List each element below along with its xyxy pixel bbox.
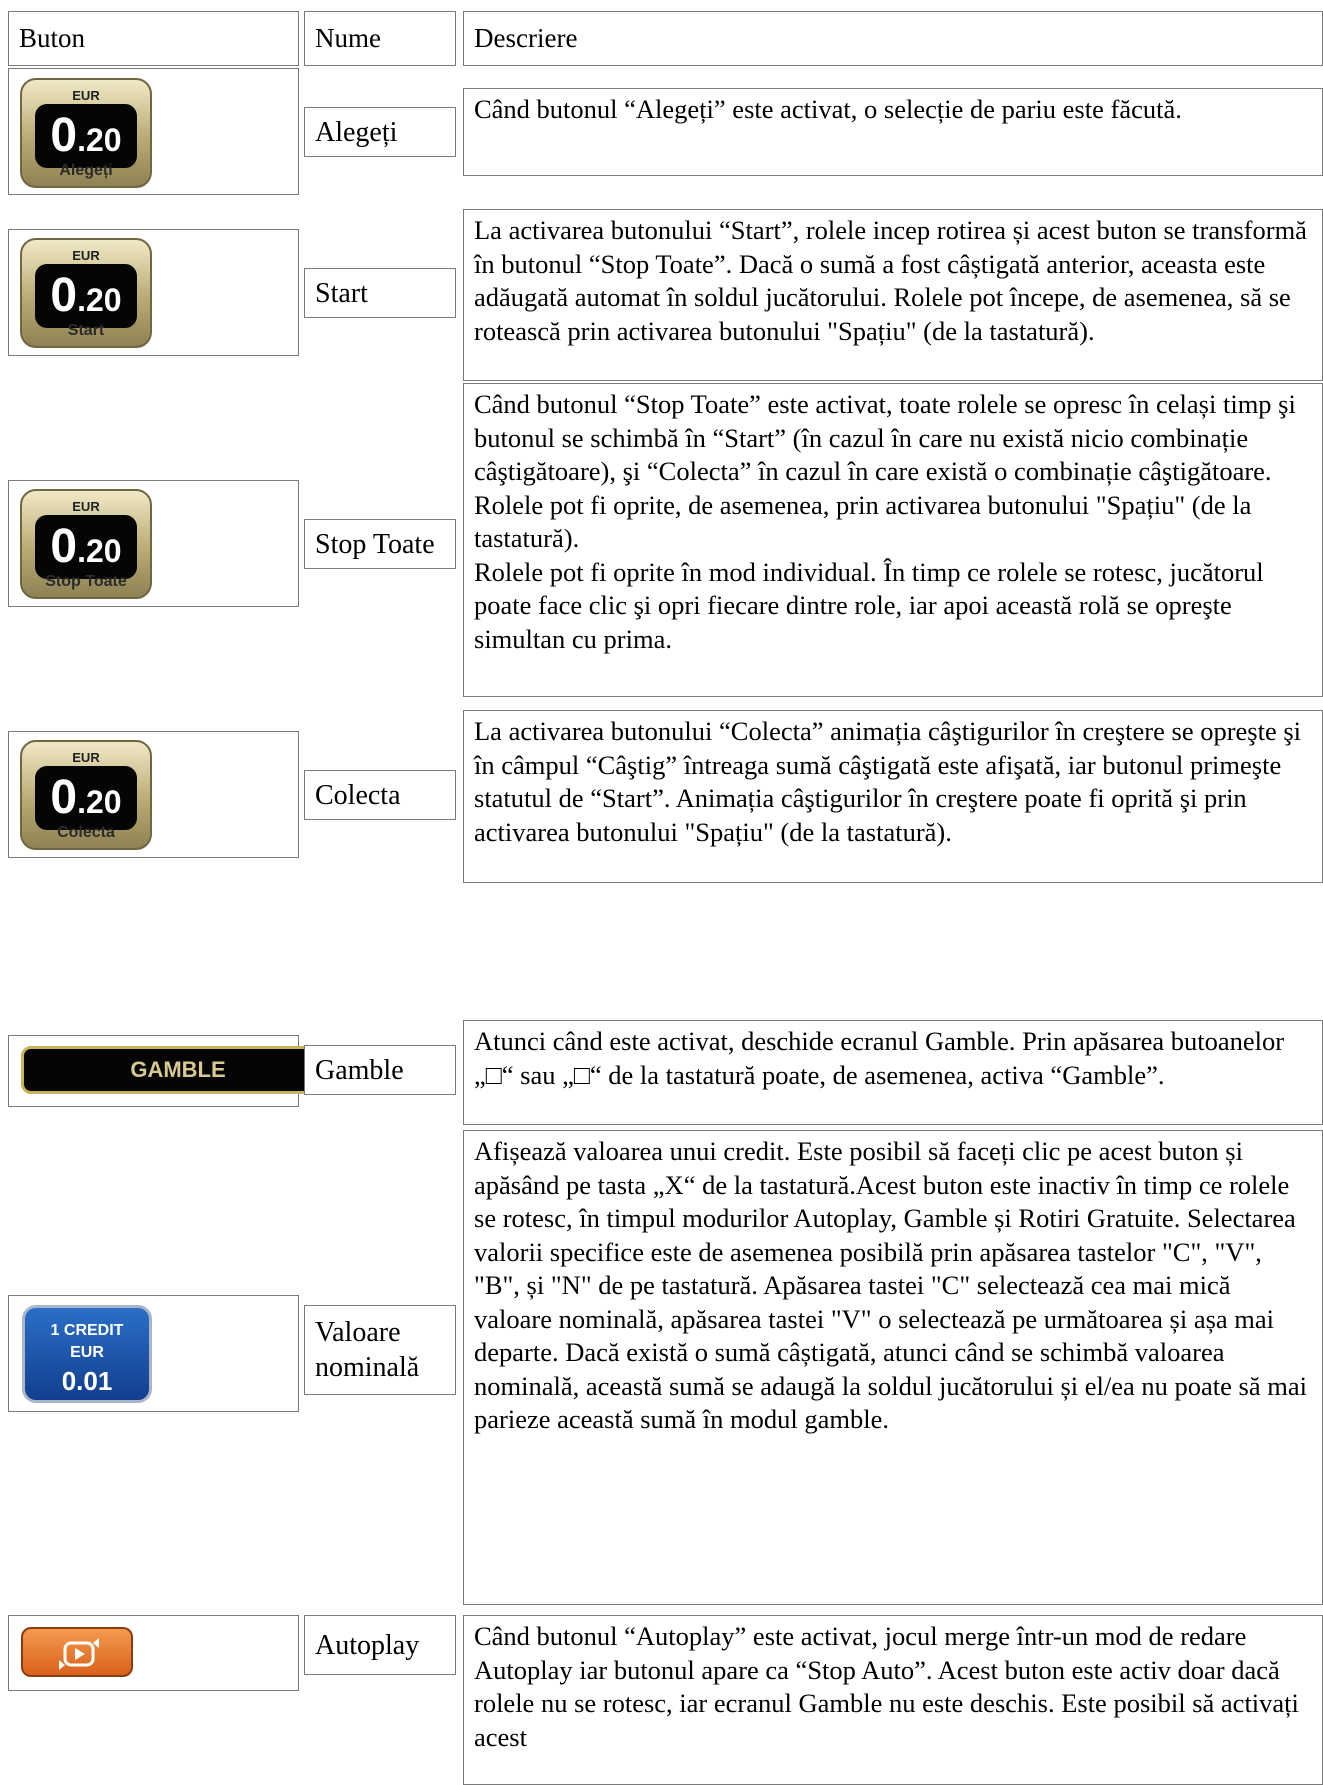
currency-label: EUR bbox=[72, 499, 100, 514]
value-decimal: .20 bbox=[77, 784, 122, 820]
header-button-label: Buton bbox=[19, 23, 86, 53]
button-caption: Alegeți bbox=[59, 162, 113, 179]
value-main: 0 bbox=[50, 269, 78, 322]
value-main: 0 bbox=[50, 520, 78, 573]
autoplay-icon bbox=[57, 1635, 101, 1673]
credit-label: 1 CREDIT bbox=[50, 1322, 124, 1339]
value-decimal: .20 bbox=[77, 282, 122, 318]
bet-value-display bbox=[35, 515, 137, 579]
header-name bbox=[304, 11, 456, 66]
currency-label: EUR bbox=[72, 248, 100, 263]
description-text: La activarea butonului “Colecta” animația câştigurilor în creştere se opreşte şi în câmpul “Câştig” întreaga sumă câştigată este afişată, iar butonul primeşte statutul de “Start”. Animația câştigurilor în creştere poate fi oprită şi prin activarea butonului "Spațiu" (de la tastatură). bbox=[474, 716, 1302, 847]
currency-label: EUR bbox=[70, 1344, 104, 1361]
start-button-icon bbox=[20, 238, 152, 348]
row-name: Start bbox=[315, 277, 368, 309]
button-caption: Colecta bbox=[57, 824, 115, 841]
description-text: Afișează valoarea unui credit. Este posibil să faceți clic pe acest buton și apăsând pe tasta „X“ de la tastatură.Acest buton este inactiv în timp ce rolele se rotesc, în timpul modurilor Autoplay, Gamble și Rotiri Gratuite. Selectarea valorii specifice este de asemenea posibilă prin apăsarea tastelor "C", "V", "B", și "N" de pe tastatură. Apăsarea tastei "C" selectează cea mai mică valoare nominală, apăsarea tastei "V" o selectează pe următoarea și așa mai departe. Dacă există o sumă câștigată, atunci când se schimbă valoarea nominală, această sumă se adaugă la soldul jucătorului și el/ea nu poate să mai parieze această sumă în modul gamble. bbox=[474, 1136, 1307, 1434]
bet-value-display bbox=[35, 104, 137, 168]
name-cell-gamble bbox=[304, 1045, 456, 1095]
description-cell-colecta bbox=[463, 710, 1323, 883]
button-caption: Start bbox=[67, 322, 105, 339]
description-cell-start bbox=[463, 209, 1323, 381]
row-name: Valoare nominală bbox=[315, 1317, 420, 1383]
description-text: Atunci când este activat, deschide ecranul Gamble. Prin apăsarea butoanelor „□“ sau „□“ de la tastatură poate, de asemenea, activa “Gamble”. bbox=[474, 1026, 1285, 1090]
header-button bbox=[8, 11, 299, 66]
description-cell-valoare-nominala bbox=[463, 1130, 1323, 1605]
header-description bbox=[463, 11, 1323, 66]
name-cell-colecta bbox=[304, 770, 456, 820]
autoplay-button-icon bbox=[21, 1627, 133, 1677]
row-name: Stop Toate bbox=[315, 528, 435, 560]
description-paragraph-1: Când butonul “Stop Toate” este activat, toate rolele se opresc în celași timp şi butonul se schimbă în “Start” (în cazul în care nu există nicio combinație câştigătoare), şi “Colecta” în cazul în care există o combinație câştigătoare. Rolele pot fi oprite, de asemenea, prin activarea butonului "Spațiu" (de la tastatură). bbox=[474, 389, 1296, 553]
description-text: La activarea butonului “Start”, rolele incep rotirea și acest buton se transformă în butonul “Stop Toate”. Dacă o sumă a fost câștigată anterior, aceasta este adăugată automat în soldul jucătorului. Rolele pot începe, de asemenea, să se rotească prin activarea butonului "Spațiu" (de la tastatură). bbox=[474, 215, 1307, 346]
bet-value-display bbox=[35, 264, 137, 328]
row-name: Autoplay bbox=[315, 1629, 420, 1661]
value-main: 0 bbox=[50, 109, 78, 162]
row-name: Alegeți bbox=[315, 116, 398, 148]
description-paragraph-2: Rolele pot fi oprite în mod individual. În timp ce rolele se rotesc, jucătorul poate face clic şi opri fiecare dintre role, iar apoi această rolă se opreşte simultan cu prima. bbox=[474, 556, 1264, 654]
row-name: Colecta bbox=[315, 779, 401, 811]
value-decimal: .20 bbox=[77, 533, 122, 569]
header-description-label: Descriere bbox=[474, 23, 578, 53]
currency-label: EUR bbox=[72, 88, 100, 103]
button-caption: Stop Toate bbox=[45, 573, 127, 590]
description-cell-autoplay bbox=[463, 1615, 1323, 1785]
description-text: Când butonul “Autoplay” este activat, jocul merge într-un mod de redare Autoplay iar butonul apare ca “Stop Auto”. Acest buton este activ doar dacă rolele nu se rotesc, iar ecranul Gamble nu este deschis. Este posibil să activați acest bbox=[474, 1621, 1299, 1752]
description-cell-alegeti bbox=[463, 88, 1323, 176]
name-cell-stop-toate bbox=[304, 519, 456, 569]
name-cell-autoplay bbox=[304, 1615, 456, 1675]
credit-value-button-icon bbox=[22, 1305, 152, 1403]
name-cell-valoare-nominala bbox=[304, 1305, 456, 1395]
credit-value: 0.01 bbox=[61, 1366, 113, 1396]
gamble-button-icon bbox=[21, 1046, 335, 1094]
alegeti-button-icon bbox=[20, 78, 152, 188]
bet-value-display bbox=[35, 766, 137, 830]
description-cell-stop-toate bbox=[463, 383, 1323, 697]
name-cell-start bbox=[304, 268, 456, 318]
currency-label: EUR bbox=[72, 750, 100, 765]
header-name-label: Nume bbox=[315, 23, 381, 53]
description-text: Când butonul “Alegeți” este activat, o selecție de pariu este făcută. bbox=[474, 94, 1182, 124]
row-name: Gamble bbox=[315, 1054, 404, 1086]
value-main: 0 bbox=[50, 771, 78, 824]
colecta-button-icon bbox=[20, 740, 152, 850]
value-decimal: .20 bbox=[77, 122, 122, 158]
name-cell-alegeti bbox=[304, 107, 456, 157]
stop-toate-button-icon bbox=[20, 489, 152, 599]
gamble-label: GAMBLE bbox=[130, 1057, 226, 1082]
description-cell-gamble bbox=[463, 1020, 1323, 1125]
